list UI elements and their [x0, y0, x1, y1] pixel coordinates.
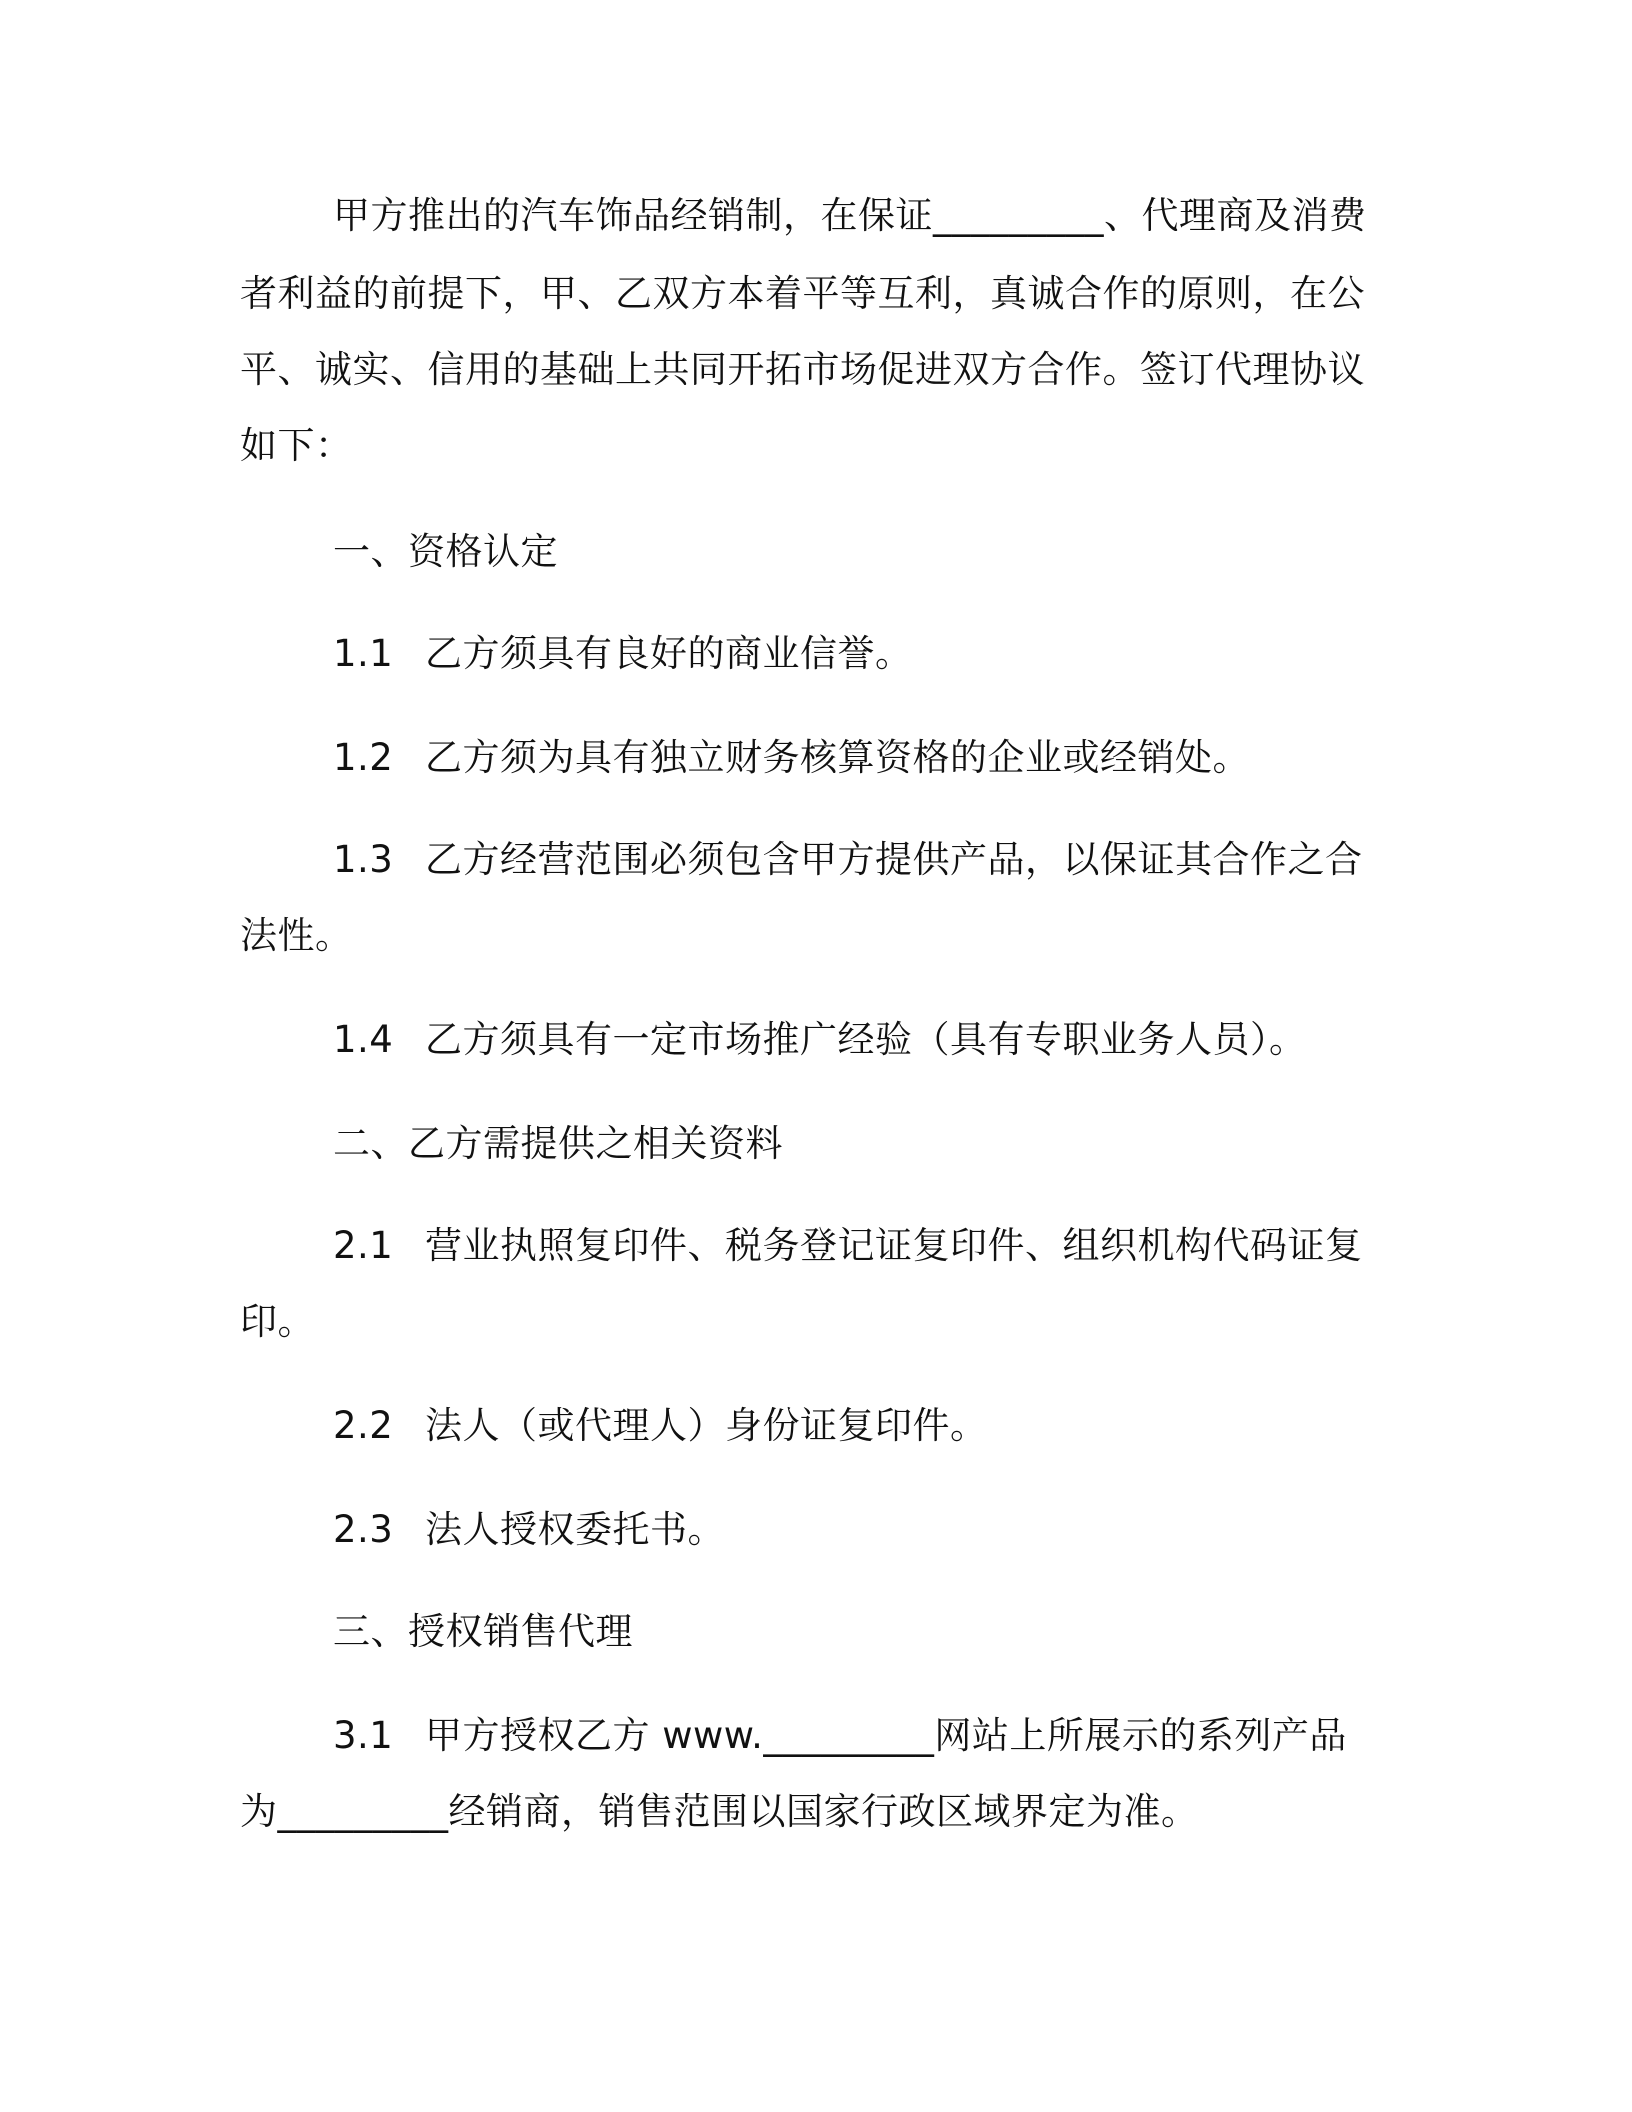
clause-number: 2.2 [333, 1404, 394, 1447]
clause-text: 营业执照复印件、税务登记证复印件、组织机构代码证复 [425, 1224, 1363, 1267]
clause-1-3-continuation: 法性。 [240, 914, 353, 957]
section-1-heading: 一、资格认定 [333, 530, 558, 573]
clause-text: 乙方须为具有独立财务核算资格的企业或经销处。 [425, 736, 1250, 779]
clause-text: 法人授权委托书。 [425, 1508, 725, 1551]
clause-2-2 [333, 1402, 988, 1450]
clause-1-2 [333, 734, 1250, 782]
clause-1-1 [333, 630, 913, 678]
clause-text: 法人（或代理人）身份证复印件。 [425, 1404, 988, 1447]
section-3-heading: 三、授权销售代理 [333, 1610, 633, 1653]
intro-line-3: 平、诚实、信用的基础上共同开拓市场促进双方合作。签订代理协议 [240, 348, 1365, 391]
intro-line-4: 如下： [240, 424, 353, 467]
clause-2-1 [333, 1222, 1363, 1270]
clause-text: 乙方须具有一定市场推广经验（具有专职业务人员）。 [425, 1018, 1307, 1061]
clause-text: 甲方授权乙方 www._________网站上所展示的系列产品 [425, 1714, 1347, 1757]
clause-1-4 [333, 1016, 1307, 1064]
clause-text: 乙方经营范围必须包含甲方提供产品，以保证其合作之合 [425, 838, 1363, 881]
clause-3-1 [333, 1712, 1347, 1760]
clause-text: 乙方须具有良好的商业信誉。 [425, 632, 913, 675]
clause-number: 1.4 [333, 1018, 394, 1061]
clause-2-3 [333, 1506, 725, 1554]
clause-number: 1.3 [333, 838, 394, 881]
clause-number: 2.3 [333, 1508, 394, 1551]
section-2-heading: 二、乙方需提供之相关资料 [333, 1122, 783, 1165]
clause-1-3 [333, 836, 1363, 884]
intro-line-1: 甲方推出的汽车饰品经销制，在保证_________、代理商及消费 [333, 194, 1367, 237]
intro-line-2: 者利益的前提下，甲、乙双方本着平等互利，真诚合作的原则，在公 [240, 272, 1365, 315]
clause-number: 2.1 [333, 1224, 394, 1267]
clause-3-1-continuation: 为_________经销商，销售范围以国家行政区域界定为准。 [240, 1790, 1199, 1833]
clause-number: 1.1 [333, 632, 394, 675]
clause-2-1-continuation: 印。 [240, 1300, 315, 1343]
clause-number: 3.1 [333, 1714, 394, 1757]
clause-number: 1.2 [333, 736, 394, 779]
